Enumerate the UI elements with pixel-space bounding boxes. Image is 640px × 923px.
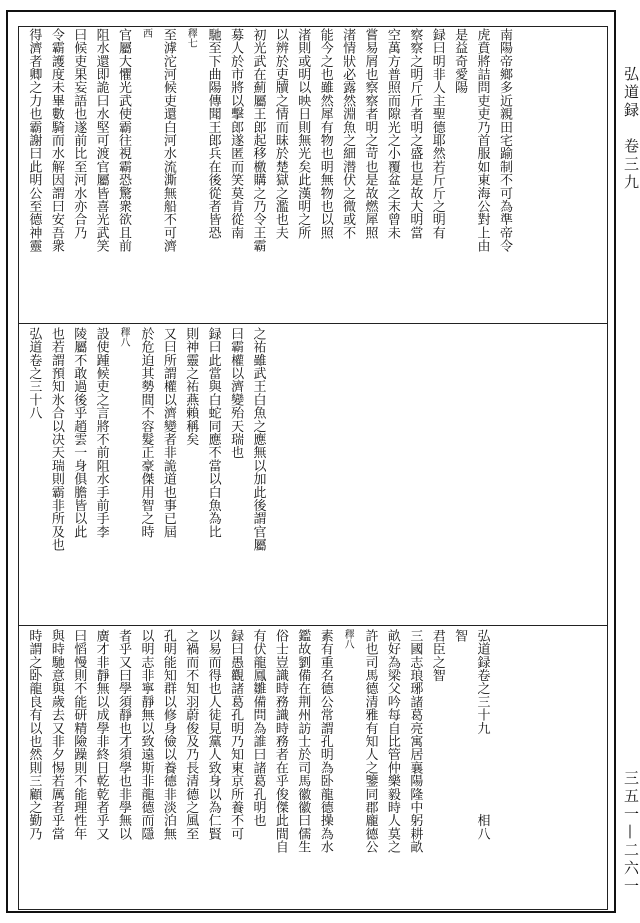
text-column: 以明志非寧靜無以致遠斯非龍德而隱 [138, 629, 154, 841]
text-column: 令霸護度未畢數騎而水解因謂曰安吾衆 [48, 28, 64, 253]
text-column: 以辨於吏牘之情而昧於楚獄之濫也夫 [272, 28, 288, 240]
text-column: 弘道卷之三十八 [26, 327, 42, 420]
text-columns [22, 28, 515, 320]
panel-divider [18, 323, 608, 324]
side-title: 弘道録 卷三九 [622, 66, 640, 192]
margin-note: 䆁七 [185, 28, 197, 49]
text-columns [22, 629, 493, 909]
text-column: 素有重名德公常謂孔明為卧龍德操為水 [317, 629, 333, 854]
panel-middle [22, 327, 604, 622]
text-column: 曰候吏果妄語也遂前比至河水亦合乃 [71, 28, 87, 240]
text-column: 能今之也雖然犀有物也明無物也以照 [317, 28, 333, 240]
text-column: 畝好為梁父吟每自比管仲樂毅時人莫之 [384, 629, 400, 854]
text-column: 三國志琅琊諸葛亮寓居襄陽隆中躬耕畝 [407, 629, 423, 854]
text-column: 是益奇愛陽 [452, 28, 468, 94]
text-column: 阻水還即詭曰水堅可渡官屬皆喜光武笑 [93, 28, 109, 253]
text-column: 録曰明非人主聖德耶然若斤斤之明有 [429, 28, 445, 240]
page-frame [6, 10, 616, 913]
text-column: 廣才非靜無以成學非終日乾乾者乎又 [93, 629, 109, 841]
text-column: 於危迫其勢間不容髮正豪傑用智之時 [138, 327, 154, 539]
text-column: 則神靈之祐燕賴稱矣 [183, 327, 199, 446]
text-column: 察察之明斤斤者明之盛也是故大明當 [407, 28, 423, 240]
text-column: 曰慆慢則不能研精險躁則不能理性年 [71, 629, 87, 841]
text-column: 智 [452, 629, 468, 643]
text-column: 以易而得也人徒見黨人致身以為仁賢 [205, 629, 221, 841]
text-column: 與時馳意與歲去又非夕惕若厲者乎當 [48, 629, 64, 841]
side-page-number: 三五一—二六一 [622, 770, 640, 896]
text-column: 官屬大懼光武使霸往視霸恐驚衆欲且前 [116, 28, 132, 253]
panel-top [22, 28, 604, 320]
text-column: 又曰所謂權以濟變者非詭道也事已屆 [160, 327, 176, 539]
text-column: 俗士豈識時務識時務者在乎俊傑此間自 [272, 629, 288, 854]
text-column: 有伏龍鳳雛備問為誰曰諸葛孔明也 [250, 629, 266, 827]
panel-divider [18, 625, 608, 626]
panel-bottom [22, 629, 604, 909]
text-column: 至滹沱河候吏還白河水流澌無船不可濟 [160, 28, 176, 253]
text-column: 也若謂預知氷合以决天瑞則霸非所及也 [48, 327, 64, 552]
text-column: 虎賁將詰問吏吏乃首服如東海公對上由 [474, 28, 490, 253]
text-column: 録曰此當與白蛇同應不當以白魚為比 [205, 327, 221, 539]
text-column: 馳至下曲陽傳聞王郎兵在後從者皆恐 [205, 28, 221, 240]
margin-note: 䆁八 [342, 629, 354, 650]
text-column: 弘道録卷之三十九 相八 [474, 629, 490, 841]
text-column: 時謂之卧龍良有以也然則三顧之勤乃 [26, 629, 42, 841]
text-column: 空萬方普照而隙光之小覆盆之末曾未 [384, 28, 400, 240]
text-column: 之祐雖武王白魚之應無以加此後謂官屬 [250, 327, 266, 552]
text-column: 初光武在薊屬王郎起移檄購之乃令王霸 [250, 28, 266, 253]
text-column: 募人於市將以擊郎遂匿而笑莫肯從南 [228, 28, 244, 240]
text-column: 陵屬不敢過後乎趙雲一身俱膽皆以此 [71, 327, 87, 539]
text-column: 許也司馬德清雅有知人之鑒同郡龐德公 [362, 629, 378, 854]
text-column: 設使踵候吏之言將不前阻水手前手李 [93, 327, 109, 539]
text-column: 渚則或明以映日則無光矣此漢明之所 [295, 28, 311, 240]
margin-note: 䆁八 [118, 327, 130, 348]
text-column: 録曰愚觀諸葛孔明乃知東京所養不可 [228, 629, 244, 841]
text-column: 得濟者卿之力也霸謝曰此明公至德神靈 [26, 28, 42, 253]
text-column: 嘗易屑也察察者明之苛也是故燃犀照 [362, 28, 378, 240]
text-column: 渚情狀必露然淵魚之細潜伏之微或不 [340, 28, 356, 240]
text-column: 曰霸權以濟變殆天瑞也 [228, 327, 244, 459]
text-column: 之禍而不知羽蔚俊及乃長清德之風至 [183, 629, 199, 841]
text-column: 孔明能知群以修身儉以養德非淡泊無 [160, 629, 176, 841]
text-columns [22, 327, 268, 622]
text-column: 者乎又曰學須靜也才須學也非學無以 [116, 629, 132, 841]
text-column: 鑑故劉備在荆州訪士於司馬徽徽曰儒生 [295, 629, 311, 854]
text-column: 南陽帝鄉多近親田宅踰制不可為準帝令 [496, 28, 512, 253]
text-column: 君臣之智 [429, 629, 445, 682]
margin-note: 西 [140, 28, 152, 39]
